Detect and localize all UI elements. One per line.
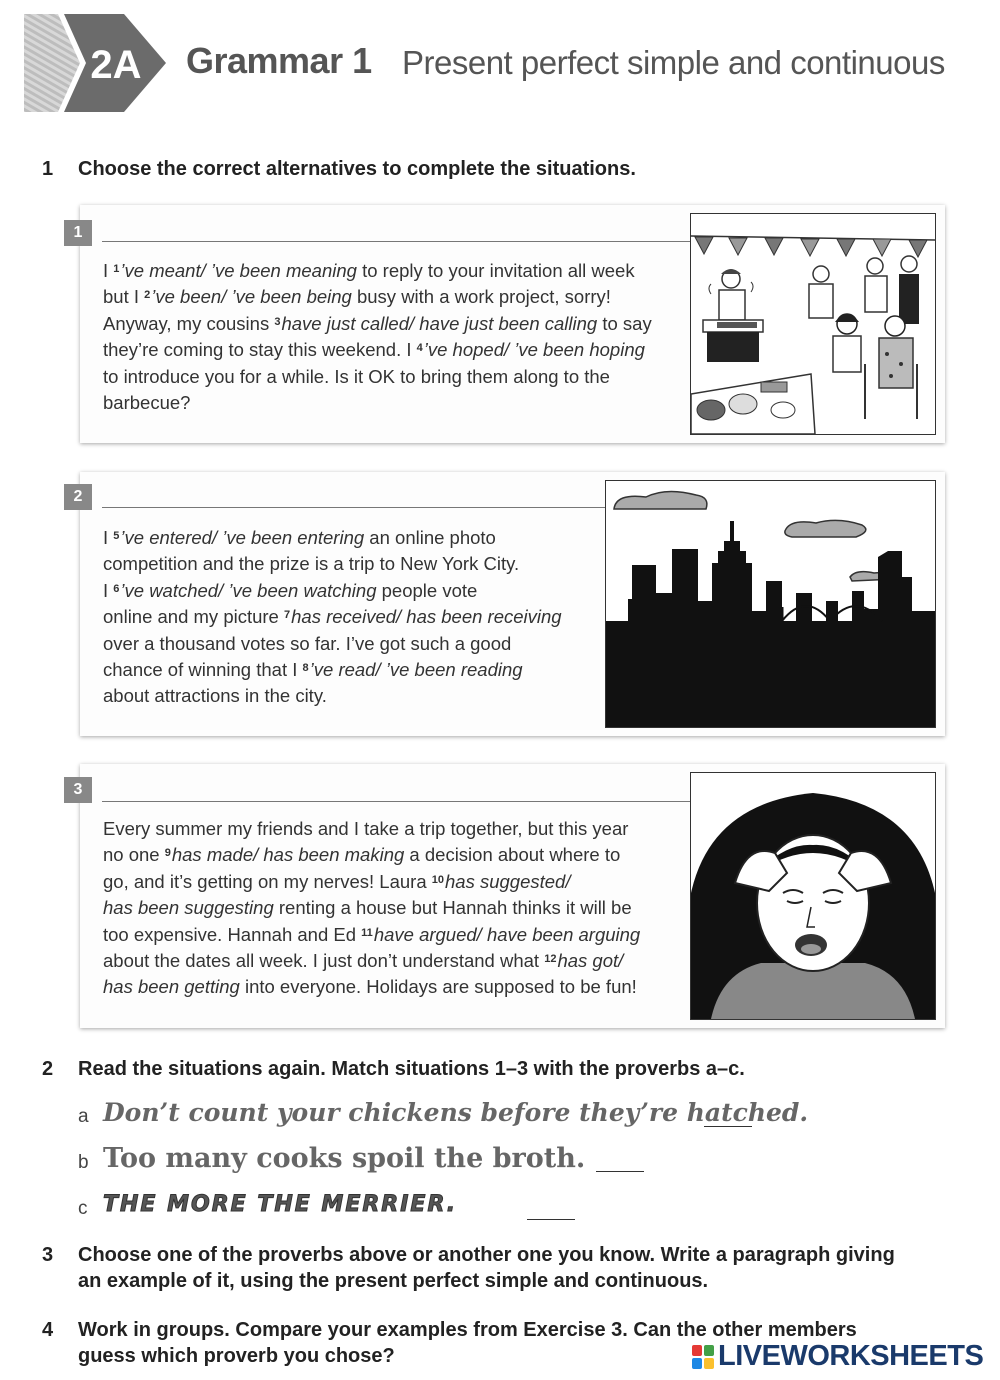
alternatives-choice[interactable]: has been suggesting	[103, 897, 274, 919]
situation-text	[103, 816, 640, 1001]
text-run: busy with a work project, sorry!	[351, 286, 611, 308]
text-run: I	[103, 260, 114, 281]
proverb-b	[78, 1143, 778, 1179]
text-line	[103, 604, 562, 630]
brand-logo-icon	[692, 1345, 714, 1369]
text-line	[103, 974, 640, 1000]
text-run: an online photo	[364, 527, 496, 548]
gap-number: 8	[302, 662, 309, 675]
situation-box-3	[73, 764, 945, 1028]
gap-number: 9	[164, 847, 171, 860]
exercise-instruction-line1: Work in groups. Compare your examples from Exercise 3. Can the other members	[78, 1319, 857, 1341]
text-line	[103, 631, 562, 657]
exercise-1	[42, 156, 942, 184]
proverb-c	[78, 1191, 778, 1227]
proverb-text: THE MORE THE MERRIER.	[103, 1192, 458, 1217]
page-title: Grammar 1	[186, 40, 372, 81]
divider	[102, 801, 690, 802]
text-run: to reply to your invitation all week	[356, 260, 635, 281]
unit-arrow-icon	[24, 14, 166, 112]
gap-number: 1	[113, 263, 120, 275]
answer-blank[interactable]	[527, 1219, 575, 1220]
city-skyline-illustration	[605, 480, 936, 728]
text-run: I	[103, 527, 114, 548]
exercise-instruction: Read the situations again. Match situations 1–3 with the proverbs a–c.	[78, 1058, 745, 1080]
text-run: renting a house but Hannah thinks it will be	[273, 897, 632, 919]
text-line	[103, 284, 652, 310]
answer-blank[interactable]	[596, 1171, 644, 1172]
proverb-a	[78, 1098, 809, 1134]
text-run: over a thousand votes so far. I’ve got such a good	[103, 632, 512, 654]
gap-number: 11	[361, 926, 373, 939]
text-line	[103, 390, 652, 416]
proverb-letter: a	[78, 1106, 89, 1127]
divider	[102, 241, 690, 242]
text-run: to say	[597, 312, 652, 334]
text-run: go, and it’s getting on my nerves! Laura	[103, 870, 432, 892]
alternatives-choice[interactable]: have just called/ have just been calling	[281, 312, 598, 334]
exercise-2	[42, 1056, 942, 1084]
exercise-number: 4	[42, 1319, 54, 1341]
text-line	[103, 578, 562, 604]
proverb-text: Too many cooks spoil the broth.	[103, 1143, 586, 1174]
divider	[102, 507, 606, 508]
text-run: they’re coming to stay this weekend. I	[103, 339, 417, 361]
situation-box-2	[73, 472, 945, 736]
stressed-woman-illustration	[690, 772, 936, 1020]
text-line	[103, 337, 652, 363]
situation-box-1	[73, 205, 945, 443]
text-run: no one	[103, 844, 165, 866]
text-run: barbecue?	[103, 392, 191, 414]
text-line	[103, 657, 562, 683]
exercise-instruction-line2: an example of it, using the present perfect simple and continuous.	[78, 1270, 709, 1292]
text-run: to introduce you for a while. Is it OK to bring them along to the	[103, 365, 610, 387]
situation-text	[103, 525, 562, 710]
text-run: about the dates all week. I just don’t understand what	[103, 950, 545, 972]
alternatives-choice[interactable]: ’ve hoped/ ’ve been hoping	[423, 339, 645, 361]
proverb-text: Don’t count your chickens before they’re hatched.	[103, 1098, 809, 1127]
barbecue-party-illustration	[690, 213, 936, 435]
text-run: into everyone. Holidays are supposed to be fun!	[239, 976, 637, 998]
exercise-instruction: Choose the correct alternatives to complete the situations.	[78, 158, 636, 180]
text-run: Every summer my friends and I take a trip together, but this year	[103, 818, 629, 839]
text-line	[103, 311, 652, 337]
exercise-number: 2	[42, 1058, 54, 1080]
gap-number: 4	[416, 342, 423, 355]
page-subtitle: Present perfect simple and continuous	[402, 44, 945, 81]
exercise-3	[42, 1242, 942, 1296]
alternatives-choice[interactable]: has received/ has been receiving	[291, 606, 562, 628]
text-line	[103, 258, 652, 284]
alternatives-choice[interactable]: ’ve read/ ’ve been reading	[309, 659, 523, 681]
gap-number: 12	[544, 953, 557, 966]
alternatives-choice[interactable]: has made/ has been making	[171, 844, 405, 866]
alternatives-choice[interactable]: has been getting	[103, 976, 240, 998]
unit-label: 2A	[90, 43, 142, 87]
text-run: about attractions in the city.	[103, 685, 327, 707]
gap-number: 10	[431, 873, 444, 886]
exercise-number: 3	[42, 1244, 54, 1266]
alternatives-choice[interactable]: ’ve meant/ ’ve been meaning	[120, 260, 357, 281]
text-line	[103, 895, 640, 921]
alternatives-choice[interactable]: ’ve been/ ’ve been being	[151, 286, 352, 308]
text-line	[103, 816, 640, 842]
text-run: online and my picture	[103, 606, 284, 628]
text-run: chance of winning that I	[103, 659, 303, 681]
situation-number: 3	[64, 777, 92, 803]
text-run: a decision about where to	[404, 844, 621, 866]
exercise-number: 1	[42, 158, 54, 180]
alternatives-choice[interactable]: has suggested/	[445, 870, 571, 892]
gap-number: 3	[274, 315, 281, 328]
alternatives-choice[interactable]: have argued/ have been arguing	[373, 923, 641, 945]
text-run: people vote	[376, 579, 478, 601]
proverb-letter: b	[78, 1152, 89, 1173]
text-line	[103, 683, 562, 709]
gap-number: 7	[284, 609, 291, 622]
proverb-letter: c	[78, 1198, 88, 1219]
text-line	[103, 922, 640, 948]
text-line	[103, 869, 640, 895]
text-run: but I	[103, 286, 145, 308]
text-line	[103, 525, 562, 551]
liveworksheets-logo	[692, 1340, 983, 1373]
situation-text	[103, 258, 652, 416]
text-line	[103, 551, 562, 577]
text-run: Anyway, my cousins	[103, 312, 275, 334]
text-run: competition and the prize is a trip to New York City.	[103, 553, 520, 575]
brand-name: LIVEWORKSHEETS	[718, 1340, 984, 1372]
gap-number: 2	[144, 289, 151, 302]
text-line	[103, 842, 640, 868]
exercise-instruction-line2: guess which proverb you chose?	[78, 1345, 395, 1367]
answer-blank[interactable]	[704, 1126, 752, 1127]
unit-badge	[24, 14, 166, 112]
text-line	[103, 364, 652, 390]
alternatives-choice[interactable]: ’ve watched/ ’ve been watching	[120, 579, 377, 601]
alternatives-choice[interactable]: ’ve entered/ ’ve been entering	[120, 527, 365, 548]
text-line	[103, 948, 640, 974]
exercise-instruction-line1: Choose one of the proverbs above or another one you know. Write a paragraph giving	[78, 1244, 895, 1266]
text-run: too expensive. Hannah and Ed	[103, 923, 362, 945]
gap-number: 6	[113, 582, 120, 595]
alternatives-choice[interactable]: has got/	[557, 950, 624, 972]
text-run: I	[103, 579, 114, 601]
situation-number: 1	[64, 220, 92, 246]
gap-number: 5	[113, 530, 120, 542]
situation-number: 2	[64, 484, 92, 510]
